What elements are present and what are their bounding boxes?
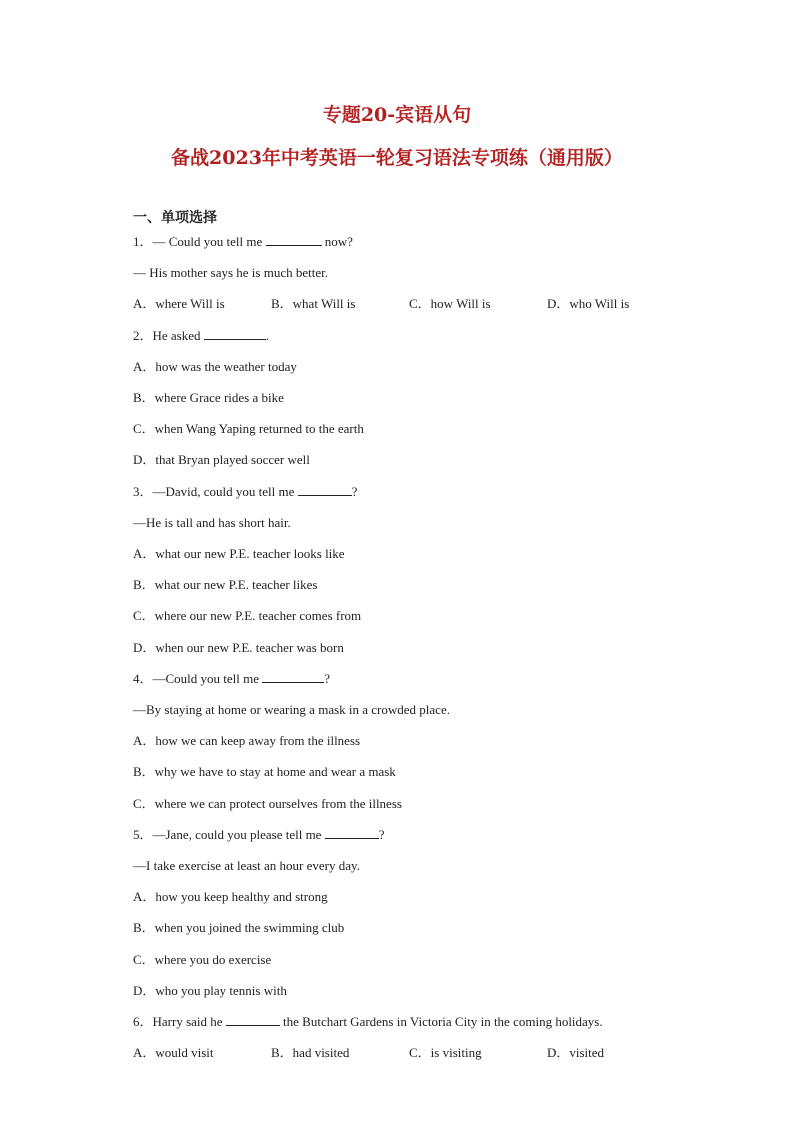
question-5-stem-end: ? [378,827,385,842]
question-1-option-c[interactable]: C．how Will is [409,296,491,311]
question-5-option-a[interactable]: A．how you keep healthy and strong [133,889,328,904]
question-5-reply: —I take exercise at least an hour every day. [133,858,360,873]
question-5-blank [325,827,379,839]
question-3-option-b[interactable]: B．what our new P.E. teacher likes [133,577,318,592]
question-1-options [133,296,693,312]
question-1-stem-end: now? [324,234,353,249]
question-3-option-c[interactable]: C．where our new P.E. teacher comes from [133,608,362,623]
question-6-option-b[interactable]: B．had visited [271,1045,350,1060]
question-1-option-a[interactable]: A．where Will is [133,296,225,311]
question-2-stem-start: 2．He asked [133,328,201,343]
question-5-option-d[interactable]: D．who you play tennis with [133,983,287,998]
section-heading: 一、单项选择 [133,210,217,226]
question-6-stem-end: the Butchart Gardens in Victoria City in the coming holidays. [283,1014,603,1029]
question-3-option-a[interactable]: A．what our new P.E. teacher looks like [133,546,345,561]
question-6-option-a[interactable]: A．would visit [133,1045,214,1060]
question-6-option-c[interactable]: C．is visiting [409,1045,482,1060]
question-2-stem-end: . [265,328,270,343]
question-3-stem [133,484,357,500]
question-2-stem [133,328,269,344]
question-6-options [133,1045,693,1061]
question-4-stem-end: ? [324,671,331,686]
question-4-option-c[interactable]: C．where we can protect ourselves from the illness [133,796,402,811]
question-2-blank [204,328,266,340]
question-4-blank [262,671,324,683]
question-4-option-b[interactable]: B．why we have to stay at home and wear a mask [133,764,396,779]
question-5-option-c[interactable]: C．where you do exercise [133,952,272,967]
question-2-option-d[interactable]: D．that Bryan played soccer well [133,452,310,467]
question-6-stem [133,1014,603,1030]
question-2-option-c[interactable]: C．when Wang Yaping returned to the earth [133,421,364,436]
question-6-option-d[interactable]: D．visited [547,1045,605,1060]
question-1-reply: — His mother says he is much better. [133,265,328,280]
question-1-stem [133,234,353,250]
question-5-stem [133,827,384,843]
question-1-blank [266,234,322,246]
question-2-option-b[interactable]: B．where Grace rides a bike [133,390,284,405]
question-4-reply: —By staying at home or wearing a mask in a crowded place. [133,702,450,717]
question-5-stem-start: 5．—Jane, could you please tell me [133,827,322,842]
question-1-option-d[interactable]: D．who Will is [547,296,630,311]
question-5-option-b[interactable]: B．when you joined the swimming club [133,920,345,935]
question-6-blank [226,1014,280,1026]
question-3-stem-start: 3．—David, could you tell me [133,484,295,499]
question-4-option-a[interactable]: A．how we can keep away from the illness [133,733,361,748]
question-1-option-b[interactable]: B．what Will is [271,296,356,311]
question-3-reply: —He is tall and has short hair. [133,515,291,530]
question-3-blank [298,484,352,496]
question-1-stem-start: 1．— Could you tell me [133,234,263,249]
question-3-stem-end: ? [351,484,358,499]
question-6-stem-start: 6．Harry said he [133,1014,223,1029]
question-2-option-a[interactable]: A．how was the weather today [133,359,297,374]
document-title: 专题20-宾语从句 [322,104,472,126]
question-4-stem-start: 4．—Could you tell me [133,671,260,686]
question-3-option-d[interactable]: D．when our new P.E. teacher was born [133,640,344,655]
document-subtitle: 备战2023年中考英语一轮复习语法专项练（通用版） [171,147,623,169]
question-4-stem [133,671,330,687]
